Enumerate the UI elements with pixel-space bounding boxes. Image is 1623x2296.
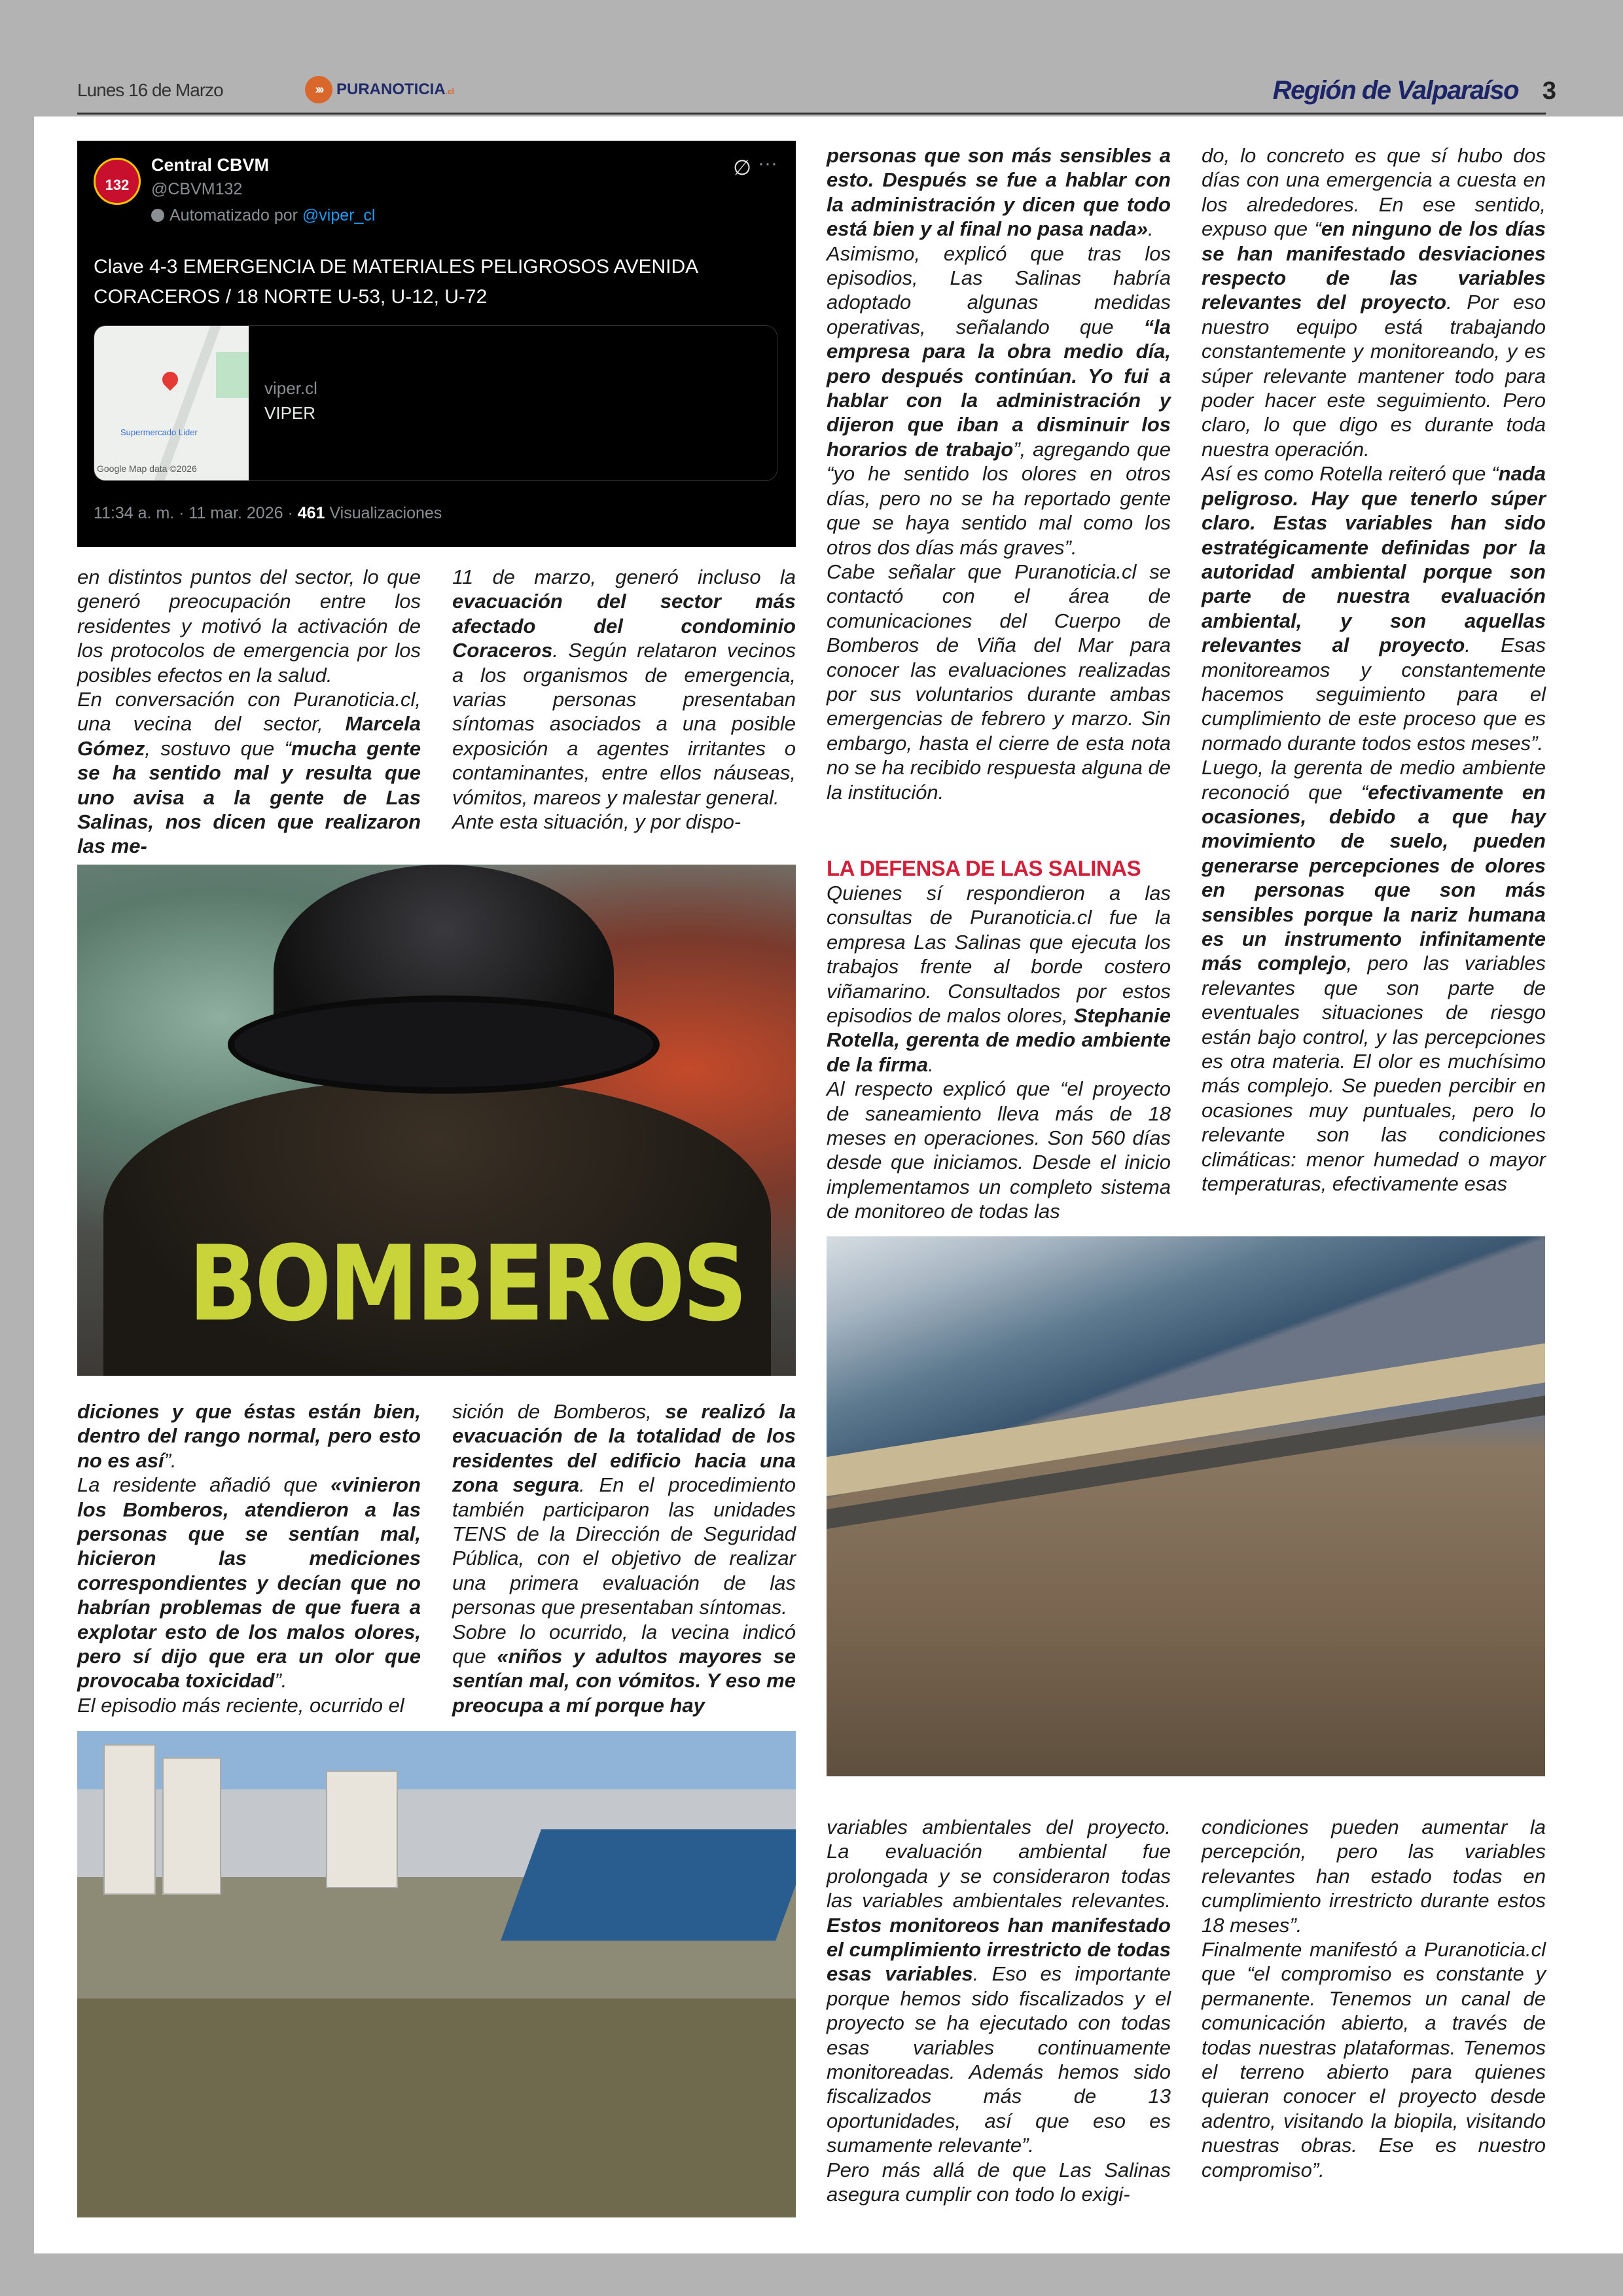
text-run: Quienes sí respondieron a las consultas de Puranoticia.cl fue la empresa Las Salinas que ejecuta los trabajos frente al borde costero viñamarino. Consultados por estos episodios de malos olores,	[827, 882, 1171, 1028]
paragraph	[827, 143, 1171, 242]
header-rule	[77, 113, 1546, 115]
paragraph	[1202, 143, 1546, 461]
map-label: Supermercado Lider	[120, 427, 198, 437]
card-site: viper.cl	[264, 378, 317, 398]
tweet-automated-label	[151, 206, 375, 225]
paragraph	[77, 1473, 421, 1693]
paragraph	[827, 560, 1171, 804]
automated-by-link[interactable]: @viper_cl	[302, 206, 376, 224]
link-card	[94, 325, 777, 481]
bold-quote: efectivamente en ocasiones, debido a que hay movimiento de suelo, pueden generarse percepciones de olores en personas que son más sensibles porque la nariz humana es un instrumento infinitamente más complejo	[1202, 780, 1546, 975]
section-title: Región de Valparaíso	[1272, 76, 1518, 105]
robot-icon	[151, 209, 164, 222]
grok-icon: ∅	[733, 156, 751, 179]
avatar	[94, 158, 141, 205]
text-run: En conversación con Puranoticia.cl, una vecina del sector,	[77, 688, 421, 736]
paragraph	[827, 881, 1171, 1077]
text-run: , sostuvo que “	[145, 736, 291, 760]
text-run: Al respecto explicó que “el proyecto de saneamiento lleva más de 18 meses en operaciones. Son 560 días desde que iniciamos. Desde el inicio implementamos un completo sistema de monitoreo de todas las	[827, 1077, 1171, 1223]
tweet-author-handle: @CBVM132	[151, 180, 243, 198]
paragraph	[452, 810, 796, 834]
text-run: do, lo concreto es que sí hubo dos días con una emergencia a cuesta en los alrededores. En ese sentido, expuso que “	[1202, 144, 1546, 241]
text-run: . En el procedimiento también participaron las unidades TENS de la Dirección de Seguridad Pública, con el objetivo de realizar una primera evaluación de las personas que presentaban síntomas.	[452, 1473, 796, 1619]
text-run: Cabe señalar que Puranoticia.cl se contactó con el área de comunicaciones del Cuerpo de Bomberos de Viña del Mar para conocer las evaluaciones realizadas por sus voluntarios durante ambas emergencias de febrero y marzo. Sin embargo, hasta el cierre de esta nota no se ha recibido respuesta alguna de la institución.	[827, 560, 1171, 804]
paragraph	[827, 242, 1171, 560]
bold-quote: nada peligroso. Hay que tenerlo súper claro. Estas variables han sido estratégicamente definidas por la autoridad ambiental porque son parte de nuestra evaluación ambiental, y son aquellas relevantes al proyecto	[1202, 462, 1546, 657]
paragraph	[452, 1399, 796, 1620]
article-column	[1202, 1815, 1546, 2182]
paragraph	[827, 1815, 1171, 2158]
tweet-time: 11:34 a. m. · 11 mar. 2026 ·	[94, 504, 293, 522]
text-run: . Esas monitoreamos y constantemente hacemos seguimiento para el cumplimiento de este proceso que es normado durante todos estos meses”.	[1202, 634, 1546, 755]
map-thumbnail	[94, 326, 249, 481]
bold-quote: «vinieron los Bomberos, atendieron a las personas que se sentían mal, hicieron las mediciones correspondientes y decían que no habrían problemas de que fuera a explotar esto de los malos olores, pero sí dijo que era un olor que provocaba toxicidad	[77, 1473, 421, 1693]
bold-quote: “la empresa para la obra medio día, pero después continúan. Yo fui a hablar con la administración y dijeron que iban a disminuir los horarios de trabajo	[827, 315, 1171, 461]
firefighter-photo	[77, 865, 796, 1376]
article-column	[827, 881, 1171, 1224]
paragraph	[452, 1620, 796, 1718]
article-column	[827, 1815, 1171, 2207]
bold-quote: Stephanie Rotella, gerenta de medio ambiente de la firma	[827, 1004, 1171, 1076]
more-icon: ···	[758, 152, 777, 174]
bold-quote: Marcela Gómez	[77, 712, 421, 760]
text-run: El episodio más reciente, ocurrido el	[77, 1693, 404, 1717]
logo-text: PURANOTICIA	[336, 81, 446, 98]
text-run: . Eso es importante porque hemos sido fiscalizados y el proyecto se ha ejecutado con todas esas variables continuamente monitoreadas. Además hemos sido fiscalizados más de 13 oportunidades, así que eso es sumamente relevante”.	[827, 1962, 1171, 2157]
paragraph	[1202, 755, 1546, 1196]
text-run: ”, agregando que “yo he sentido los olores en otros días, pero no se ha reportado gente que se haya sentido mal como los otros dos días más graves”.	[827, 437, 1171, 559]
article-column	[452, 1399, 796, 1717]
text-run: condiciones pueden aumentar la percepción, pero las variables relevantes han estado todas en cumplimiento irrestricto durante estos 18 meses”.	[1202, 1816, 1546, 1937]
las-salinas-aerial-photo	[827, 1236, 1545, 1776]
logo-chevrons-icon: ›››	[305, 76, 332, 103]
paragraph	[827, 2158, 1171, 2207]
text-run: Finalmente manifestó a Puranoticia.cl que “el compromiso es constante y permanente. Tenemos un canal de comunicación abierto, a través de todas nuestras plataformas. Tenemos el terreno abierto para quienes quieran conocer el proyecto desde adentro, visitando la biopila, visitando nuestras obras. Ese es nuestro compromiso”.	[1202, 1938, 1546, 2181]
text-run: . Por eso nuestro equipo está trabajando constantemente y monitoreando, y es súper relevante mantener todo para poder hacer este seguimiento. Pero claro, lo que digo es durante toda nuestra operación.	[1202, 291, 1546, 461]
views-label: Visualizaciones	[329, 504, 442, 522]
automated-prefix: Automatizado por	[169, 206, 298, 224]
text-run: , pero las variables relevantes que son parte de eventuales situaciones de riesgo están bajo control, y las percepciones es otra materia. El olor es muchísimo más complejo. Se pueden percibir en ocasiones muy puntuales, pero lo relevante son las condiciones climáticas: menor humedad o mayor temperaturas, efectivamente esas	[1202, 952, 1546, 1196]
bold-quote: diciones y que éstas están bien, dentro del rango normal, pero esto no es así	[77, 1400, 421, 1472]
article-column	[1202, 143, 1546, 1196]
logo-suffix: .cl	[445, 87, 455, 96]
text-run: .	[1148, 217, 1154, 241]
text-run: en distintos puntos del sector, lo que generó preocupación entre los residentes y motivó la activación de los protocolos de emergencia por los posibles efectos en la salud.	[77, 565, 421, 687]
tweet-body: Clave 4-3 EMERGENCIA DE MATERIALES PELIGROSOS AVENIDA CORACEROS / 18 NORTE U-53, U-12, U-72	[94, 256, 698, 308]
text-run: ”.	[274, 1669, 287, 1693]
text-run: .	[928, 1052, 934, 1076]
text-run: 11 de marzo, generó incluso la	[452, 565, 796, 588]
coastal-city-photo	[77, 1731, 796, 2217]
tweet-views: 461	[297, 504, 325, 522]
text-run: Asimismo, explicó que tras los episodios, Las Salinas habría adoptado algunas medidas operativas, señalando que	[827, 242, 1171, 338]
text-run: Sobre lo ocurrido, la vecina indicó que	[452, 1620, 796, 1668]
text-run: variables ambientales del proyecto. La evaluación ambiental fue prolongada y se consideraron todas las variables ambientales relevantes.	[827, 1816, 1171, 1912]
bold-quote: mucha gente se ha sentido mal y resulta que uno avisa a la gente de Las Salinas, nos dicen que realizaron las me-	[77, 736, 421, 858]
jacket-lettering: BOMBEROS	[188, 1223, 745, 1345]
tweet-meta	[94, 504, 442, 523]
paragraph	[1202, 1815, 1546, 1937]
bold-quote: evacuación del sector más afectado del condominio Coraceros	[452, 590, 796, 662]
paragraph	[77, 1693, 421, 1717]
bold-quote: personas que son más sensibles a esto. Después se fue a hablar con la administración y dicen que todo está bien y al final no pasa nada»	[827, 144, 1171, 241]
bold-quote: se realizó la evacuación de la totalidad de los residentes del edificio hacia una zona segura	[452, 1400, 796, 1497]
text-run: Luego, la gerenta de medio ambiente reconoció que “	[1202, 756, 1546, 804]
map-credit: Google Map data ©2026	[97, 463, 197, 474]
bold-quote: en ninguno de los días se han manifestado desviaciones respecto de las variables relevantes del proyecto	[1202, 217, 1546, 314]
bold-quote: «niños y adultos mayores se sentían mal, con vómitos. Y eso me preocupa a mí porque hay	[452, 1645, 796, 1717]
puranoticia-logo	[305, 76, 454, 103]
article-column	[77, 565, 421, 859]
paragraph	[77, 565, 421, 687]
section-heading: LA DEFENSA DE LAS SALINAS	[827, 856, 1141, 880]
map-pin-icon	[159, 368, 181, 391]
paragraph	[77, 687, 421, 859]
tweet-author-name: Central CBVM	[151, 155, 270, 175]
text-run: Pero más allá de que Las Salinas asegura cumplir con todo lo exigi-	[827, 2158, 1171, 2206]
text-run: sición de Bomberos,	[452, 1400, 666, 1423]
bold-quote: Estos monitoreos han manifestado el cumplimiento irrestricto de todas esas variables	[827, 1913, 1171, 1986]
text-run: Ante esta situación, y por dispo-	[452, 810, 741, 834]
issue-date: Lunes 16 de Marzo	[77, 80, 223, 100]
text-run: . Según relataron vecinos a los organismos de emergencia, varias personas presentaban síntomas asociados a una posible exposición a agentes irritantes o contaminantes, entre ellos náuseas, vómitos, mareos y malestar general.	[452, 639, 796, 809]
paragraph	[77, 1399, 421, 1473]
page-number: 3	[1542, 77, 1556, 105]
paragraph	[827, 1077, 1171, 1223]
paragraph	[1202, 1937, 1546, 2182]
article-column	[77, 1399, 421, 1717]
paragraph	[452, 565, 796, 810]
text-run: Así es como Rotella reiteró que “	[1202, 462, 1499, 486]
avatar-text: 132	[105, 177, 130, 193]
text-run: La residente añadió que	[77, 1473, 331, 1497]
card-title: VIPER	[264, 403, 316, 423]
paragraph	[1202, 461, 1546, 755]
text-run: ”.	[164, 1448, 177, 1472]
embedded-tweet	[77, 141, 796, 547]
article-column	[452, 565, 796, 834]
article-column	[827, 143, 1171, 804]
